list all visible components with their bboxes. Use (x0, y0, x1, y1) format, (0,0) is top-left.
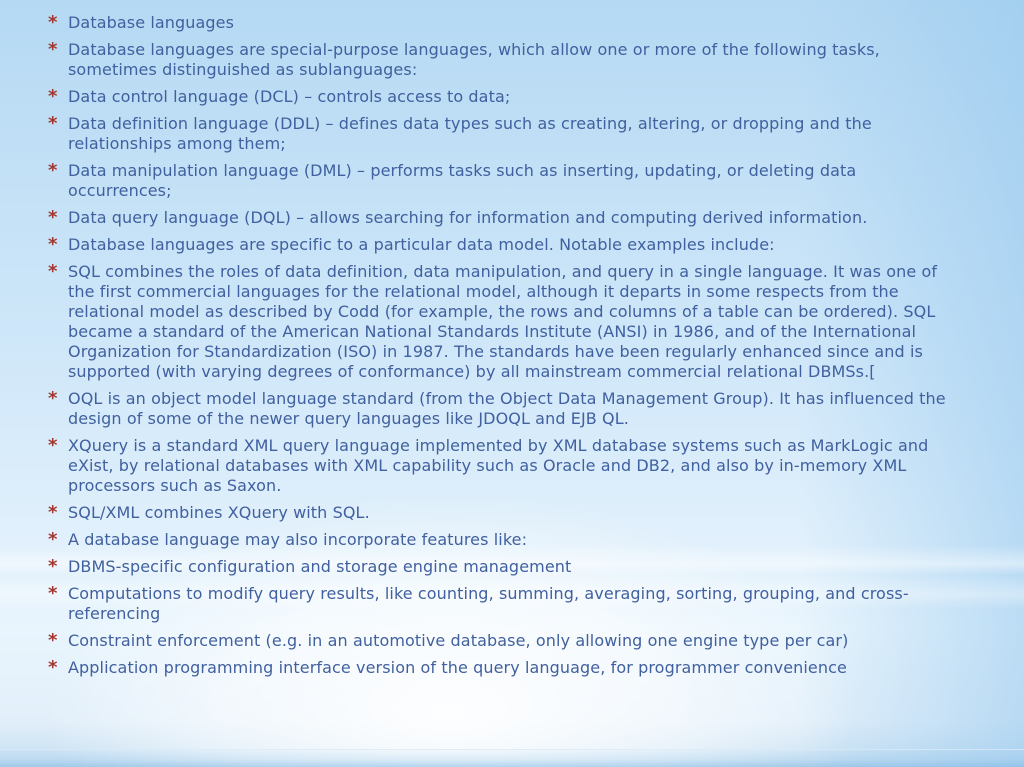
asterisk-bullet-icon: * (48, 12, 58, 33)
asterisk-bullet-icon: * (48, 207, 58, 228)
asterisk-bullet-icon: * (48, 160, 58, 181)
list-item (48, 530, 954, 550)
list-item (48, 557, 954, 577)
bullet-list (48, 13, 954, 678)
list-item (48, 658, 954, 678)
asterisk-bullet-icon: * (48, 113, 58, 134)
list-item (48, 235, 954, 255)
list-item (48, 389, 954, 429)
list-item (48, 40, 954, 80)
bullet-text: OQL is an object model language standard (from the Object Data Management Group). It has influenced the design of some of the newer query languages like JDOQL and EJB QL. (68, 389, 946, 428)
list-item (48, 436, 954, 496)
asterisk-bullet-icon: * (48, 502, 58, 523)
asterisk-bullet-icon: * (48, 529, 58, 550)
bullet-text: SQL combines the roles of data definition, data manipulation, and query in a single language. It was one of the first commercial languages for the relational model, although it departs in some respects from the relational model as described by Codd (for example, the rows and columns of a table can be ordered). SQL became a standard of the American National Standards Institute (ANSI) in 1986, and of the International Organization for Standardization (ISO) in 1987. The standards have been regularly enhanced since and is supported (with varying degrees of conformance) by all mainstream commercial relational DBMSs.[ (68, 262, 938, 381)
bullet-text: Data query language (DQL) – allows searching for information and computing derived information. (68, 208, 868, 227)
asterisk-bullet-icon: * (48, 556, 58, 577)
list-item (48, 13, 954, 33)
bullet-text: A database language may also incorporate features like: (68, 530, 528, 549)
bullet-text: Constraint enforcement (e.g. in an automotive database, only allowing one engine type per car) (68, 631, 849, 650)
bullet-text: DBMS-specific configuration and storage engine management (68, 557, 572, 576)
bullet-text: Data definition language (DDL) – defines data types such as creating, altering, or dropping and the relationships among them; (68, 114, 872, 153)
bullet-text: Database languages are special-purpose languages, which allow one or more of the following tasks, sometimes distinguished as sublanguages: (68, 40, 880, 79)
asterisk-bullet-icon: * (48, 234, 58, 255)
asterisk-bullet-icon: * (48, 630, 58, 651)
list-item (48, 87, 954, 107)
bottom-edge-band (0, 749, 1024, 767)
asterisk-bullet-icon: * (48, 435, 58, 456)
asterisk-bullet-icon: * (48, 86, 58, 107)
bullet-text: Database languages (68, 13, 235, 32)
list-item (48, 262, 954, 382)
asterisk-bullet-icon: * (48, 657, 58, 678)
asterisk-bullet-icon: * (48, 261, 58, 282)
bullet-text: Data manipulation language (DML) – performs tasks such as inserting, updating, or deleting data occurrences; (68, 161, 857, 200)
list-item (48, 114, 954, 154)
bullet-text: Computations to modify query results, like counting, summing, averaging, sorting, grouping, and cross-referencing (68, 584, 909, 623)
asterisk-bullet-icon: * (48, 39, 58, 60)
bullet-text: XQuery is a standard XML query language implemented by XML database systems such as MarkLogic and eXist, by relational databases with XML capability such as Oracle and DB2, and also by in-memory XML processors such as Saxon. (68, 436, 929, 495)
bullet-text: Application programming interface version of the query language, for programmer convenience (68, 658, 847, 677)
asterisk-bullet-icon: * (48, 388, 58, 409)
bullet-text: Data control language (DCL) – controls access to data; (68, 87, 511, 106)
bullet-text: Database languages are specific to a particular data model. Notable examples include: (68, 235, 775, 254)
list-item (48, 584, 954, 624)
bullet-text: SQL/XML combines XQuery with SQL. (68, 503, 370, 522)
list-item (48, 631, 954, 651)
asterisk-bullet-icon: * (48, 583, 58, 604)
list-item (48, 503, 954, 523)
list-item (48, 208, 954, 228)
list-item (48, 161, 954, 201)
